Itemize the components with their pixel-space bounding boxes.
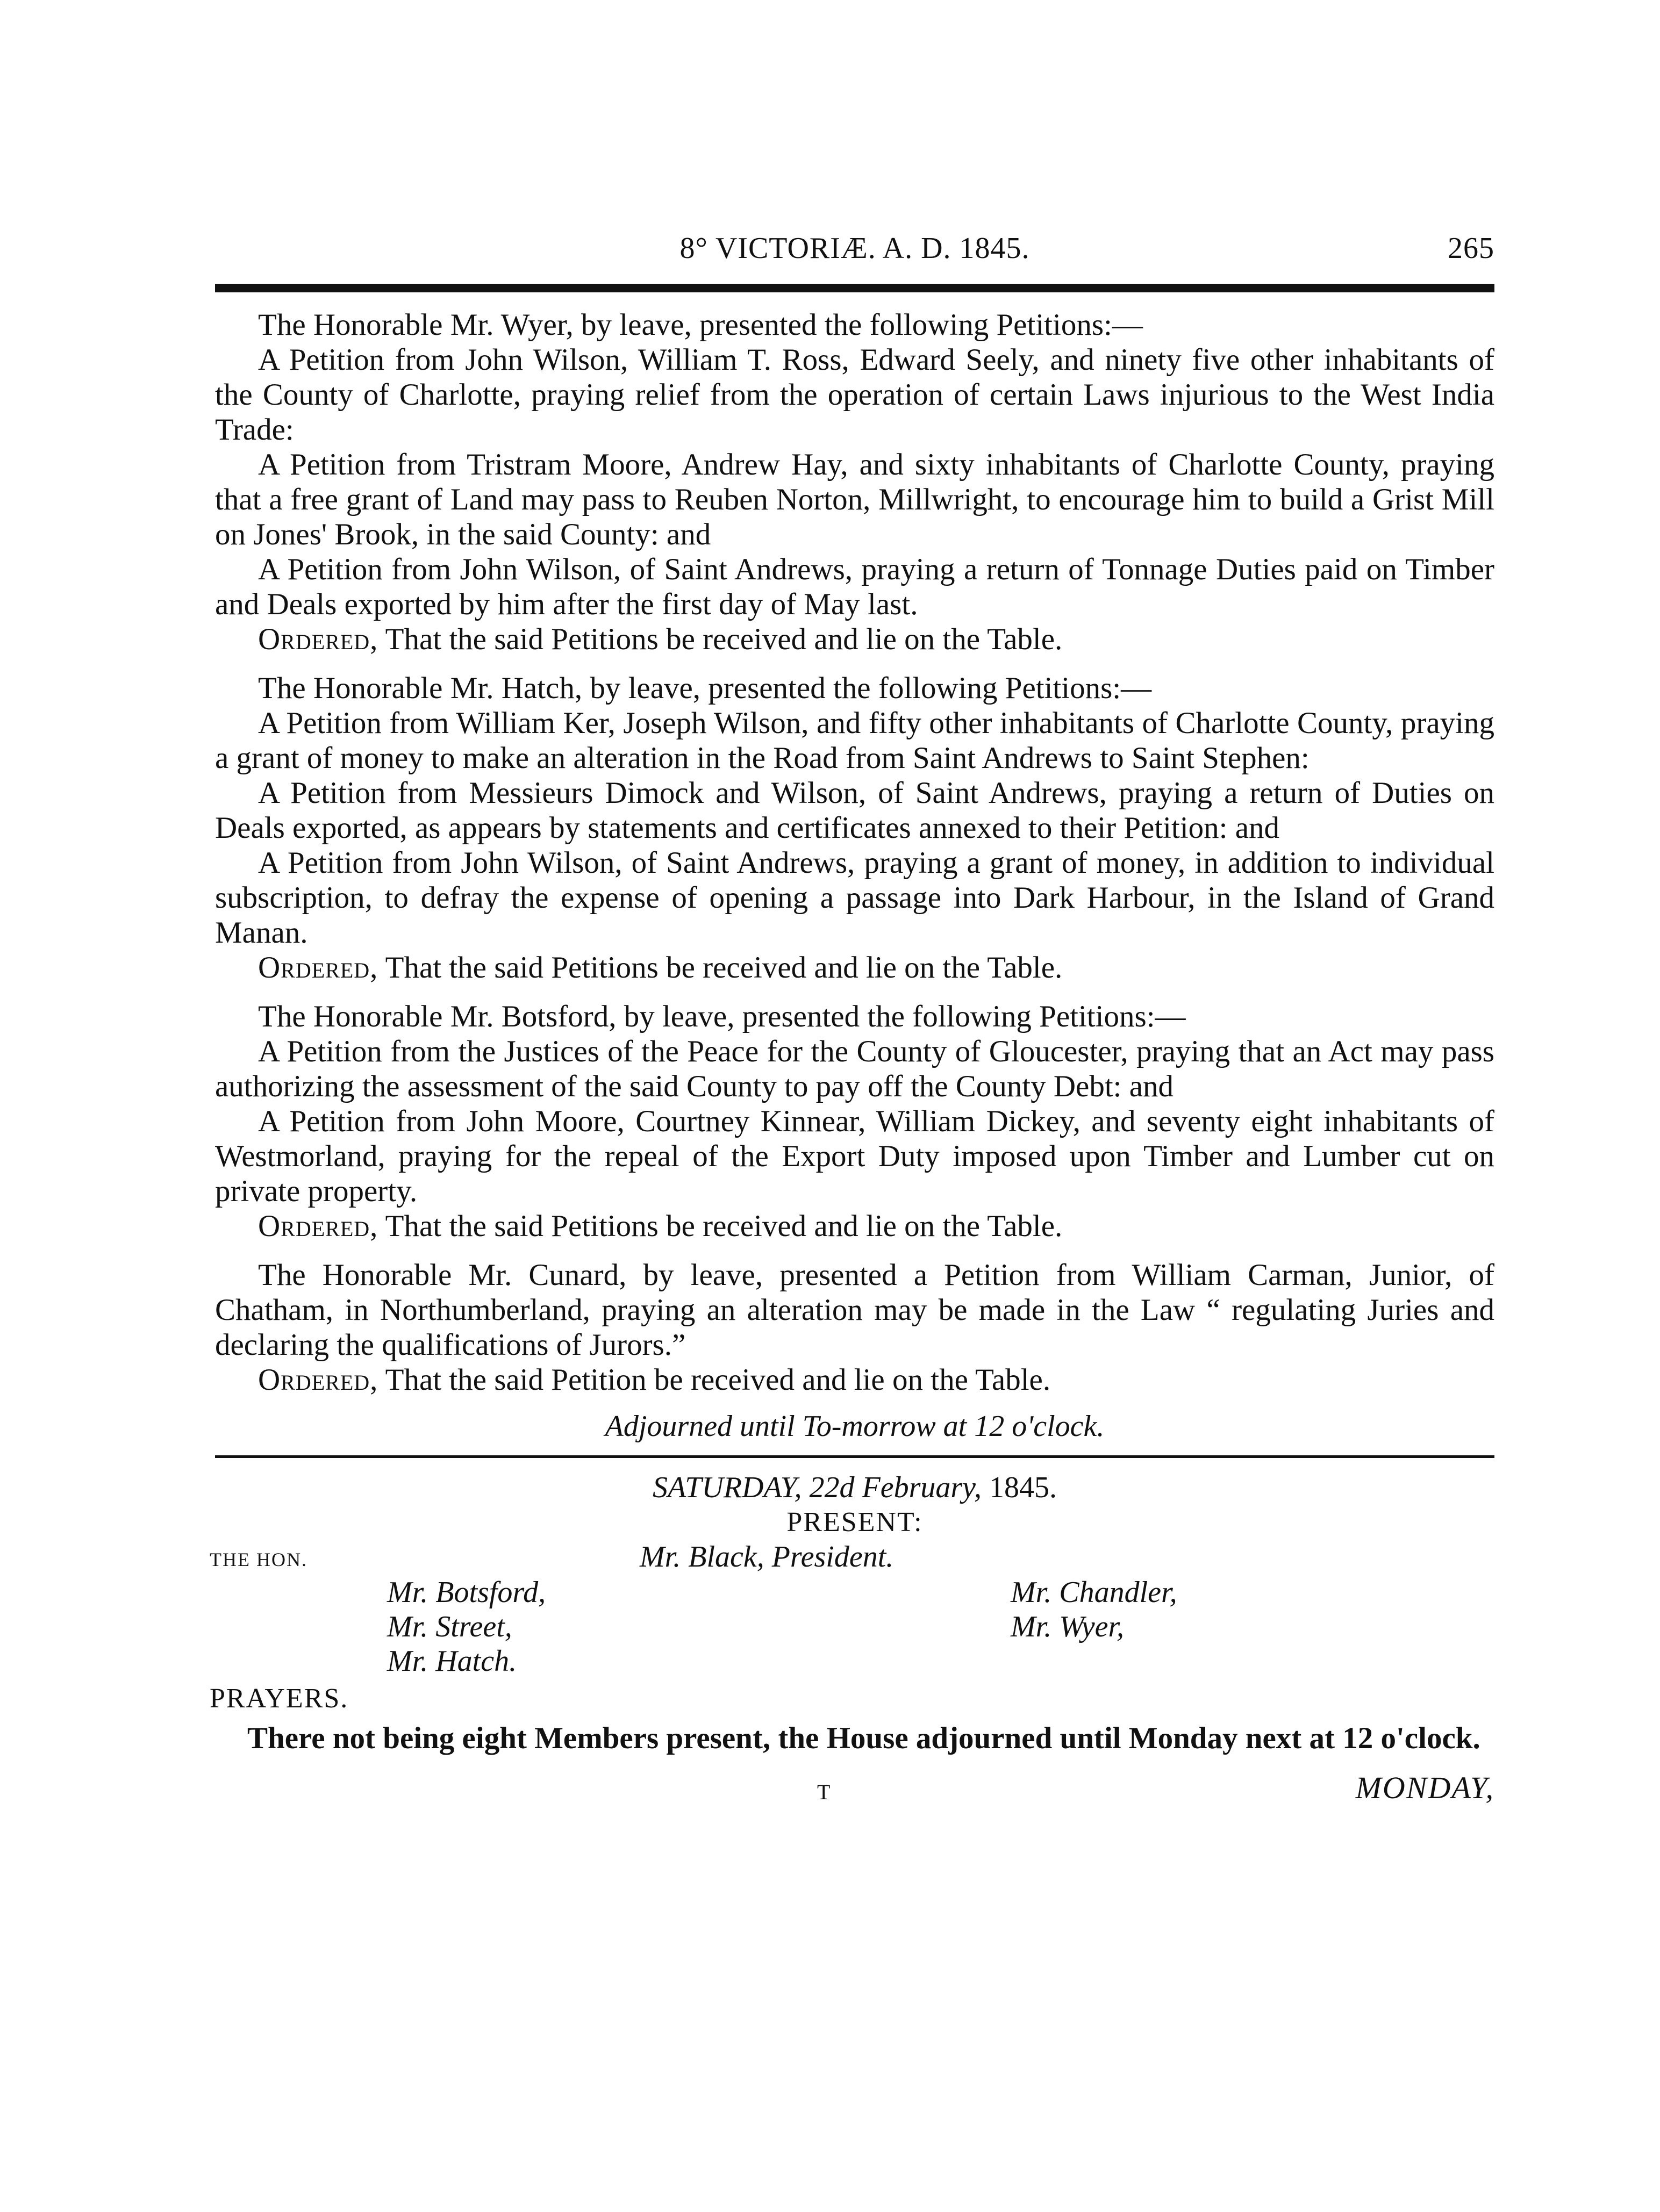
running-header [215,231,1494,274]
petition-item: A Petition from William Ker, Joseph Wilson, and fifty other inhabitants of Charlotte County, praying a grant of money to make an alteration in the Road from Saint Andrews to Saint Stephen: [215,706,1494,775]
date-day: SATURDAY, 22d February, [653,1471,982,1504]
ordered-word: Ordered, [258,1209,378,1243]
section-rule [215,1455,1494,1458]
petition-item: A Petition from the Justices of the Peace for the County of Gloucester, praying that an Act may pass authorizing the assessment of the said County to pay off the County Debt: and [215,1035,1494,1103]
ordered-text: That the said Petitions be received and lie on the Table. [378,1209,1063,1243]
ordered-word: Ordered, [258,951,378,985]
adjourned-line: Adjourned until To-morrow at 12 o'clock. [605,1410,1105,1443]
page-number: 265 [1448,232,1494,265]
section-intro: The Honorable Mr. Hatch, by leave, presented the following Petitions:— [258,671,1152,705]
president-row [210,1540,1494,1575]
member-name: Mr. Botsford, [387,1576,546,1609]
header-rule [215,284,1494,292]
header-title: 8° VICTORIÆ. A. D. 1845. [679,232,1030,265]
ordered-word: Ordered, [258,1363,378,1397]
president-name: Mr. Black, President. [640,1540,894,1574]
members-right-column [1011,1575,1177,1644]
petition-item: A Petition from John Wilson, of Saint Andrews, praying a return of Tonnage Duties paid on Timber and Deals exported by him after the first day of May last. [215,552,1494,621]
petition-item: A Petition from John Wilson, of Saint Andrews, praying a grant of money, in addition to individual subscription, to defray the expense of opening a passage into Dark Harbour, in the Island of Grand Manan. [215,846,1494,950]
member-name: Mr. Chandler, [1011,1576,1177,1609]
petition-item: A Petition from John Moore, Courtney Kinnear, William Dickey, and seventy eight inhabitants of Westmorland, praying for the repeal of the Export Duty imposed upon Timber and Lumber cut on private property. [215,1104,1494,1208]
adjournment-notice [215,1722,1494,1755]
prayers-label: PRAYERS. [210,1683,349,1714]
members-left-column [387,1575,546,1678]
present-label: PRESENT: [786,1507,923,1538]
petition-item: A Petition from Tristram Moore, Andrew Hay, and sixty inhabitants of Charlotte County, praying that a free grant of Land may pass to Reuben Norton, Millwright, to encourage him to build a Grist Mill on Jones' Brook, in the said County: and [215,448,1494,551]
section-intro: The Honorable Mr. Botsford, by leave, presented the following Petitions:— [258,1000,1186,1033]
the-hon-label: THE HON. [210,1549,307,1570]
ordered-line [215,950,1494,985]
member-name: Mr. Street, [387,1610,512,1643]
ordered-text: That the said Petition be received and lie on the Table. [378,1363,1051,1397]
ordered-line [215,1362,1494,1397]
notice-text: There not being eight Members present, the House adjourned until Monday next at 12 o'clock. [247,1721,1480,1755]
ordered-text: That the said Petitions be received and lie on the Table. [378,622,1063,656]
section-intro: The Honorable Mr. Wyer, by leave, presented the following Petitions:— [258,308,1143,342]
ordered-text: That the said Petitions be received and lie on the Table. [378,951,1063,985]
section-cunard [215,1258,1494,1397]
section-wyer [215,307,1494,657]
date-year: 1845. [981,1471,1057,1504]
member-name: Mr. Hatch. [387,1644,517,1678]
page-footer [215,1770,1494,1813]
section-hatch [215,671,1494,985]
ordered-line [215,1209,1494,1244]
petition-item: A Petition from Messieurs Dimock and Wilson, of Saint Andrews, praying a return of Duties on Deals exported, as appears by statements and certificates annexed to their Petition: and [215,776,1494,845]
member-name: Mr. Wyer, [1011,1610,1125,1643]
ordered-word: Ordered, [258,622,378,656]
section-intro: The Honorable Mr. Cunard, by leave, presented a Petition from William Carman, Junior, of Chatham, in Northumberland, praying an alteration may be made in the Law “ regulating Juries and declaring the qualifications of Jurors.” [215,1258,1494,1362]
ordered-line [215,622,1494,657]
document-page [210,231,1494,1813]
members-present [215,1575,1494,1683]
section-botsford [215,999,1494,1244]
catchword: MONDAY, [1355,1770,1494,1805]
signature-mark: T [817,1780,831,1804]
petition-item: A Petition from John Wilson, William T. Ross, Edward Seely, and ninety five other inhabitants of the County of Charlotte, praying relief from the operation of certain Laws injurious to the West India Trade: [215,343,1494,447]
sitting-date [215,1470,1494,1505]
